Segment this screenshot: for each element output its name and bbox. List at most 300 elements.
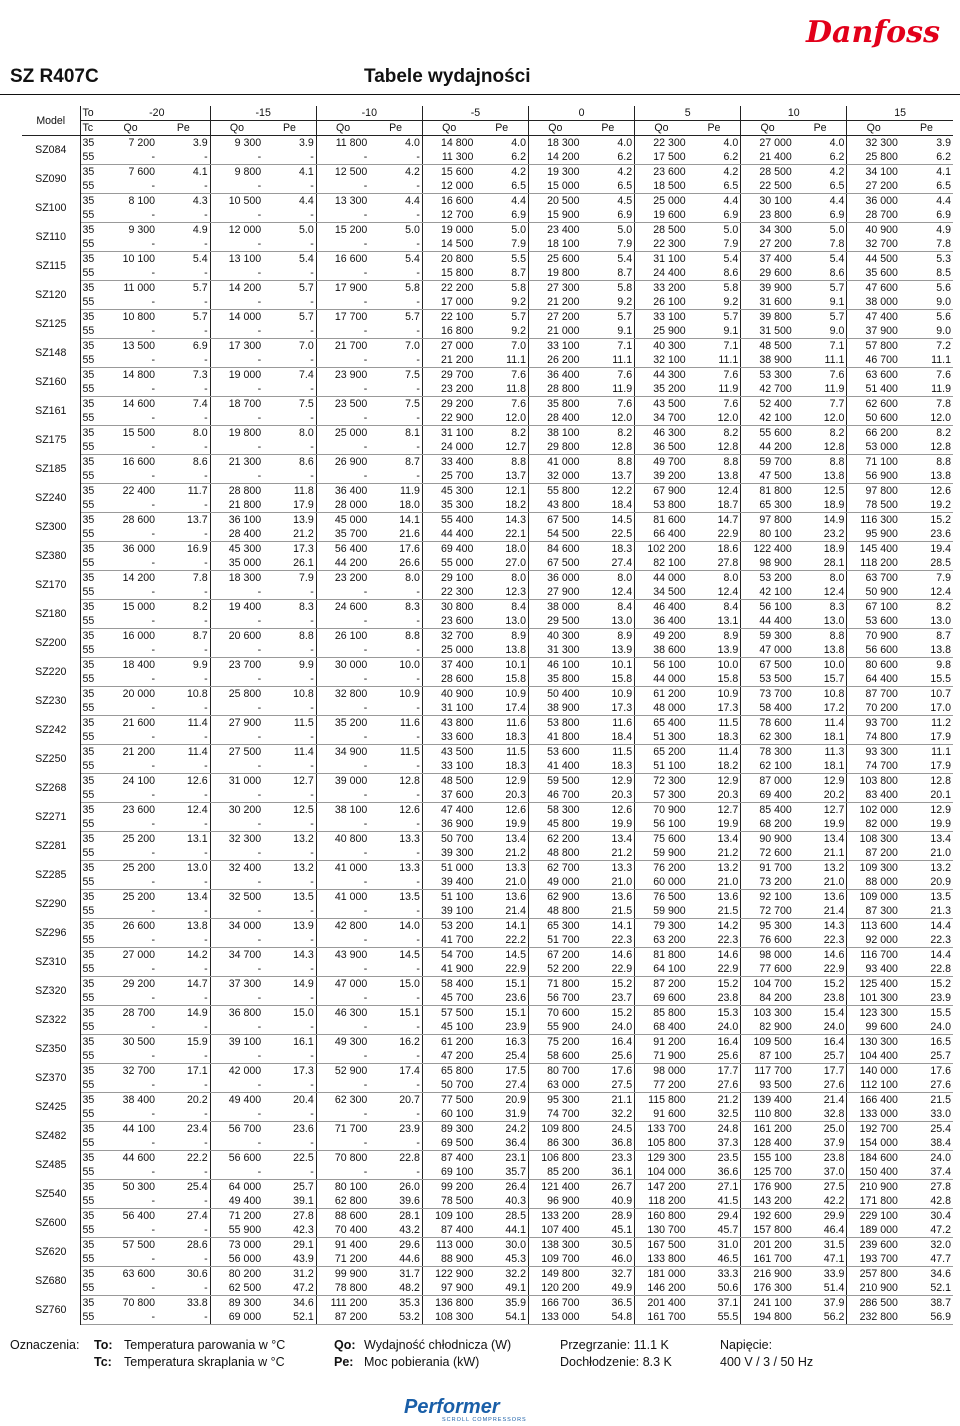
model-cell: SZ540 — [22, 1180, 80, 1209]
qo-cell: 87 300 — [847, 904, 900, 919]
qo-cell: 51 700 — [529, 933, 582, 948]
pe-cell: 23.6 — [900, 527, 953, 542]
pe-cell: 16.5 — [930, 1036, 951, 1048]
qo-cell: 92 000 — [847, 933, 900, 948]
pe-cell: - — [157, 1165, 210, 1180]
pe-cell: 21.0 — [582, 875, 635, 890]
model-cell: SZ271 — [22, 803, 80, 832]
pe-cell: 11.9 — [369, 484, 422, 499]
qo-cell: - — [210, 179, 263, 194]
qo-cell: - — [104, 585, 157, 600]
pe-cell: 7.5 — [369, 397, 422, 412]
qo-cell: 16 800 — [422, 324, 475, 339]
pe-cell: 11.5 — [688, 716, 741, 731]
model-cell: SZ200 — [22, 629, 80, 658]
qo-cell: 62 900 — [547, 891, 580, 903]
evap-temp-header: -15 — [210, 106, 316, 121]
pe-cell: 36.6 — [688, 1165, 741, 1180]
qo-cell: 103 800 — [859, 775, 898, 787]
qo-cell: 8 100 — [128, 195, 156, 207]
qo-cell: 56 700 — [228, 1123, 262, 1135]
pe-cell: 13.8 — [794, 469, 847, 484]
qo-cell: 58 600 — [529, 1049, 582, 1064]
qo-cell: 67 200 — [547, 949, 580, 961]
pe-cell: 36.1 — [582, 1165, 635, 1180]
pe-cell: 4.0 — [369, 136, 422, 151]
qo-cell: 39 200 — [635, 469, 688, 484]
pe-cell: 39.1 — [263, 1194, 316, 1209]
pe-cell: 8.1 — [369, 426, 422, 441]
table-row — [22, 832, 953, 847]
pe-cell: 12.8 — [930, 775, 951, 787]
pe-cell: 15.0 — [263, 1006, 316, 1021]
legend-qo-key: Qo: — [334, 1338, 356, 1352]
pe-cell: 8.2 — [936, 427, 951, 439]
pe-cell: - — [263, 904, 316, 919]
pe-cell: 13.5 — [369, 890, 422, 905]
qo-cell: 36 400 — [635, 614, 688, 629]
tc-cell: 35 — [82, 1239, 95, 1251]
pe-cell: 27.4 — [157, 1209, 210, 1224]
pe-cell: 20.3 — [582, 788, 635, 803]
qo-cell: - — [210, 672, 263, 687]
tc-cell: 55 — [80, 643, 104, 658]
pe-cell: 45.1 — [582, 1223, 635, 1238]
qo-cell: 48 800 — [529, 846, 582, 861]
pe-cell: 13.8 — [157, 919, 210, 934]
pe-cell: 11.9 — [794, 382, 847, 397]
pe-cell: 21.5 — [582, 904, 635, 919]
pe-cell: 8.7 — [369, 455, 422, 470]
pe-cell: 14.3 — [794, 919, 847, 934]
tc-cell: 35 — [82, 775, 95, 787]
table-row — [22, 1252, 953, 1267]
pe-cell: 6.5 — [794, 179, 847, 194]
pe-cell: 11.9 — [582, 382, 635, 397]
pe-cell: 10.9 — [475, 687, 528, 702]
qo-cell: 69 400 — [741, 788, 794, 803]
table-row — [22, 861, 953, 876]
qo-cell: 56 900 — [847, 469, 900, 484]
legend-tc-text: Temperatura skraplania w °C — [124, 1355, 285, 1369]
qo-cell: 55 600 — [759, 427, 792, 439]
pe-cell: 37.3 — [688, 1136, 741, 1151]
model-cell: SZ380 — [22, 542, 80, 571]
qo-cell: 47 000 — [334, 978, 368, 990]
pe-cell: 14.7 — [688, 513, 741, 528]
table-row — [22, 571, 953, 586]
pe-cell: - — [157, 1049, 210, 1064]
pe-cell: 15.0 — [369, 977, 422, 992]
pe-cell: 3.9 — [936, 137, 951, 149]
pe-cell: 13.0 — [900, 614, 953, 629]
qo-cell: 56 100 — [653, 659, 686, 671]
pe-cell: 24.0 — [930, 1152, 951, 1164]
qo-cell: 59 900 — [635, 846, 688, 861]
pe-cell: 13.8 — [688, 469, 741, 484]
table-row — [22, 1223, 953, 1238]
pe-cell: 15.7 — [794, 672, 847, 687]
qo-cell: 85 800 — [653, 1007, 686, 1019]
pe-cell: 5.0 — [688, 223, 741, 238]
pe-cell: 45.7 — [688, 1223, 741, 1238]
pe-cell: 5.3 — [936, 253, 951, 265]
pe-cell: 12.0 — [582, 411, 635, 426]
tc-cell: 55 — [80, 1194, 104, 1209]
qo-cell: - — [316, 237, 369, 252]
qo-cell: 32 500 — [228, 891, 262, 903]
pe-cell: - — [157, 150, 210, 165]
pe-cell: 12.5 — [263, 803, 316, 818]
pe-cell: 7.1 — [688, 339, 741, 354]
pe-cell: - — [157, 440, 210, 455]
qo-cell: 28 500 — [759, 166, 792, 178]
pe-cell: 23.8 — [794, 1151, 847, 1166]
pe-cell: 7.9 — [688, 237, 741, 252]
tc-cell: 55 — [80, 991, 104, 1006]
qo-cell: 68 400 — [635, 1020, 688, 1035]
pe-cell: 10.7 — [930, 688, 951, 700]
pe-cell: - — [157, 788, 210, 803]
pe-cell: 15.2 — [582, 977, 635, 992]
qo-cell: 58 400 — [741, 701, 794, 716]
pe-cell: 56.2 — [794, 1310, 847, 1325]
qo-cell: - — [104, 150, 157, 165]
pe-cell: 5.8 — [582, 281, 635, 296]
table-row — [22, 1281, 953, 1296]
qo-cell: 102 000 — [859, 804, 898, 816]
pe-cell: 21.5 — [688, 904, 741, 919]
qo-cell: 150 400 — [847, 1165, 900, 1180]
qo-cell: - — [210, 266, 263, 281]
pe-cell: 17.0 — [900, 701, 953, 716]
qo-cell: 85 400 — [759, 804, 792, 816]
qo-cell: 49 300 — [334, 1036, 368, 1048]
pe-cell: - — [263, 817, 316, 832]
qo-cell: 74 800 — [847, 730, 900, 745]
qo-cell: 27 000 — [759, 137, 792, 149]
pe-cell: 7.1 — [582, 339, 635, 354]
pe-cell: 20.2 — [794, 788, 847, 803]
pe-cell: 9.9 — [263, 658, 316, 673]
qo-cell: 42 100 — [741, 411, 794, 426]
pe-cell: 8.0 — [582, 571, 635, 586]
pe-cell: 10.9 — [688, 687, 741, 702]
qo-cell: 11 300 — [422, 150, 475, 165]
pe-cell: 11.5 — [369, 745, 422, 760]
pe-cell: 26.6 — [369, 556, 422, 571]
qo-cell: 30 800 — [441, 601, 474, 613]
qo-cell: 25 000 — [422, 643, 475, 658]
page-title: Tabele wydajności — [364, 66, 531, 87]
qo-cell: - — [316, 672, 369, 687]
pe-cell: 27.8 — [930, 1181, 951, 1193]
pe-cell: - — [369, 469, 422, 484]
pe-cell: 31.0 — [688, 1238, 741, 1253]
qo-cell: - — [104, 469, 157, 484]
qo-cell: - — [104, 1049, 157, 1064]
pe-cell: 55.5 — [688, 1310, 741, 1325]
pe-cell: 4.9 — [157, 223, 210, 238]
table-row — [22, 745, 953, 760]
qo-cell: 32 800 — [334, 688, 368, 700]
pe-cell: 13.4 — [794, 832, 847, 847]
model-cell: SZ090 — [22, 165, 80, 194]
qo-cell: 55 800 — [547, 485, 580, 497]
qo-cell: 25 200 — [122, 891, 156, 903]
qo-cell: 56 100 — [635, 817, 688, 832]
pe-cell: 8.4 — [688, 600, 741, 615]
evap-temp-header: 0 — [529, 106, 635, 121]
pe-cell: 37.0 — [794, 1165, 847, 1180]
qo-cell: 11 800 — [335, 137, 368, 149]
model-cell: SZ148 — [22, 339, 80, 368]
qo-cell: 52 400 — [759, 398, 792, 410]
pe-cell: 11.8 — [263, 484, 316, 499]
pe-cell: 14.3 — [263, 948, 316, 963]
pe-cell: 17.4 — [475, 701, 528, 716]
qo-cell: - — [316, 643, 369, 658]
qo-cell: 17 900 — [334, 282, 368, 294]
qo-cell: 9 300 — [128, 224, 156, 236]
pe-cell: 5.7 — [794, 310, 847, 325]
qo-cell: 38 100 — [547, 427, 580, 439]
pe-cell: 13.2 — [263, 832, 316, 847]
pe-cell: - — [157, 643, 210, 658]
model-cell: SZ115 — [22, 252, 80, 281]
tc-cell: 35 — [82, 1181, 95, 1193]
qo-cell: 87 400 — [441, 1152, 474, 1164]
pe-cell: 13.6 — [582, 890, 635, 905]
pe-cell: 23.6 — [475, 991, 528, 1006]
qo-cell: 176 900 — [753, 1181, 792, 1193]
tc-cell: 35 — [82, 282, 95, 294]
qo-cell: 32 100 — [635, 353, 688, 368]
qo-cell: 59 900 — [635, 904, 688, 919]
pe-cell: 17.6 — [369, 542, 422, 557]
qo-cell: 37 600 — [422, 788, 475, 803]
pe-header: Pe — [688, 121, 741, 136]
pe-cell: 8.0 — [475, 571, 528, 586]
qo-cell: - — [316, 382, 369, 397]
qo-cell: 85 200 — [529, 1165, 582, 1180]
tc-cell: 35 — [82, 1065, 95, 1077]
pe-cell: 9.8 — [936, 659, 951, 671]
pe-cell: - — [369, 846, 422, 861]
qo-cell: 95 300 — [759, 920, 792, 932]
qo-cell: 104 400 — [847, 1049, 900, 1064]
pe-cell: 12.0 — [475, 411, 528, 426]
pe-cell: - — [263, 324, 316, 339]
qo-cell: 77 500 — [441, 1094, 474, 1106]
qo-cell: 29 500 — [529, 614, 582, 629]
qo-cell: 108 300 — [859, 833, 898, 845]
qo-cell: - — [104, 295, 157, 310]
qo-cell: 105 800 — [635, 1136, 688, 1151]
pe-cell: - — [369, 411, 422, 426]
qo-cell: 44 000 — [635, 672, 688, 687]
qo-cell: 75 200 — [547, 1036, 580, 1048]
pe-cell: 10.9 — [582, 687, 635, 702]
pe-cell: 15.2 — [582, 1006, 635, 1021]
qo-cell: 43 800 — [441, 717, 474, 729]
tc-cell: 35 — [82, 659, 95, 671]
pe-cell: 13.0 — [794, 614, 847, 629]
qo-cell: 27 200 — [547, 311, 580, 323]
pe-cell: 22.2 — [157, 1151, 210, 1166]
qo-cell: 91 200 — [653, 1036, 686, 1048]
pe-cell: 6.9 — [794, 208, 847, 223]
pe-cell: 22.5 — [263, 1151, 316, 1166]
model-cell: SZ185 — [22, 455, 80, 484]
qo-cell: 35 800 — [547, 398, 580, 410]
pe-cell: - — [157, 614, 210, 629]
pe-cell: 12.7 — [475, 440, 528, 455]
qo-cell: 46 300 — [334, 1007, 368, 1019]
qo-cell: 20 000 — [122, 688, 156, 700]
qo-cell: - — [210, 643, 263, 658]
qo-cell: - — [316, 933, 369, 948]
qo-cell: 133 000 — [847, 1107, 900, 1122]
pe-cell: 5.7 — [475, 310, 528, 325]
pe-cell: 7.4 — [263, 368, 316, 383]
pe-cell: 7.0 — [263, 339, 316, 354]
pe-cell: 9.0 — [900, 295, 953, 310]
qo-cell: - — [316, 179, 369, 194]
qo-cell: 53 600 — [547, 746, 580, 758]
pe-cell: 17.3 — [688, 701, 741, 716]
tc-cell: 35 — [82, 485, 95, 497]
qo-cell: 47 600 — [865, 282, 898, 294]
pe-cell: 7.9 — [475, 237, 528, 252]
qo-cell: 48 500 — [759, 340, 792, 352]
pe-cell: 10.0 — [688, 658, 741, 673]
qo-cell: 161 700 — [635, 1310, 688, 1325]
pe-cell: 25.6 — [582, 1049, 635, 1064]
qo-cell: 18 400 — [122, 659, 156, 671]
pe-cell: - — [369, 672, 422, 687]
qo-cell: 55 900 — [210, 1223, 263, 1238]
qo-cell: 38 400 — [122, 1094, 156, 1106]
pe-cell: 8.3 — [369, 600, 422, 615]
qo-cell: - — [104, 1136, 157, 1151]
qo-cell: 87 400 — [422, 1223, 475, 1238]
tc-cell: 35 — [82, 456, 95, 468]
qo-cell: 39 800 — [759, 311, 792, 323]
qo-cell: 47 500 — [741, 469, 794, 484]
qo-cell: 181 000 — [647, 1268, 686, 1280]
pe-cell: 13.4 — [930, 833, 951, 845]
pe-cell: 11.1 — [582, 353, 635, 368]
qo-cell: - — [210, 440, 263, 455]
pe-cell: 30.4 — [930, 1210, 951, 1222]
qo-cell: 44 600 — [122, 1152, 156, 1164]
tc-cell: 55 — [80, 1107, 104, 1122]
qo-cell: 87 200 — [316, 1310, 369, 1325]
table-row — [22, 904, 953, 919]
qo-cell: 91 700 — [759, 862, 792, 874]
tc-cell: 35 — [82, 601, 95, 613]
qo-cell: 67 500 — [547, 514, 580, 526]
qo-cell: 79 300 — [653, 920, 686, 932]
pe-cell: 8.9 — [688, 629, 741, 644]
pe-cell: 12.4 — [582, 585, 635, 600]
tc-cell: 35 — [82, 717, 95, 729]
qo-cell: 83 400 — [847, 788, 900, 803]
qo-cell: 189 000 — [847, 1223, 900, 1238]
qo-cell: 40 900 — [441, 688, 474, 700]
qo-cell: 35 200 — [334, 717, 368, 729]
qo-cell: 73 700 — [759, 688, 792, 700]
pe-cell: 15.5 — [930, 1007, 951, 1019]
model-cell: SZ170 — [22, 571, 80, 600]
qo-cell: 43 500 — [653, 398, 686, 410]
table-row — [22, 1020, 953, 1035]
qo-cell: - — [316, 324, 369, 339]
pe-cell: 14.5 — [369, 948, 422, 963]
qo-cell: 91 400 — [334, 1239, 368, 1251]
pe-cell: 15.8 — [582, 672, 635, 687]
pe-cell: 29.6 — [369, 1238, 422, 1253]
qo-cell: 14 000 — [228, 311, 262, 323]
pe-cell: 23.9 — [475, 1020, 528, 1035]
pe-cell: 8.8 — [688, 455, 741, 470]
qo-cell: 201 400 — [647, 1297, 686, 1309]
qo-cell: 171 800 — [847, 1194, 900, 1209]
model-cell: SZ296 — [22, 919, 80, 948]
tc-cell: 35 — [82, 1007, 95, 1019]
tc-cell: 35 — [82, 398, 95, 410]
pe-cell: 13.6 — [475, 890, 528, 905]
qo-cell: 74 700 — [847, 759, 900, 774]
pe-cell: 7.6 — [582, 397, 635, 412]
pe-cell: 7.6 — [582, 368, 635, 383]
qo-cell: 38 100 — [334, 804, 368, 816]
qo-cell: - — [104, 991, 157, 1006]
tc-cell: 55 — [80, 933, 104, 948]
pe-cell: 12.8 — [582, 440, 635, 455]
pe-cell: 40.9 — [582, 1194, 635, 1209]
pe-cell: 12.7 — [688, 803, 741, 818]
table-row — [22, 1267, 953, 1282]
pe-cell: 11.5 — [582, 745, 635, 760]
qo-cell: 42 000 — [228, 1065, 262, 1077]
evap-temp-header: -10 — [316, 106, 422, 121]
qo-cell: 19 600 — [635, 208, 688, 223]
pe-cell: - — [263, 1020, 316, 1035]
pe-cell: - — [369, 237, 422, 252]
qo-cell: 41 000 — [334, 891, 368, 903]
tc-cell: 55 — [80, 498, 104, 513]
qo-cell: - — [210, 469, 263, 484]
pe-cell: 22.3 — [688, 933, 741, 948]
qo-cell: 36 000 — [865, 195, 898, 207]
qo-cell: 38 000 — [847, 295, 900, 310]
qo-cell: - — [210, 788, 263, 803]
qo-cell: 97 800 — [865, 485, 898, 497]
qo-cell: 71 700 — [334, 1123, 368, 1135]
tc-cell: 35 — [82, 195, 95, 207]
pe-cell: 13.7 — [582, 469, 635, 484]
table-row — [22, 411, 953, 426]
pe-cell: 5.0 — [369, 223, 422, 238]
pe-cell: 4.5 — [582, 194, 635, 209]
qo-header: Qo — [422, 121, 475, 136]
qo-cell: 28 600 — [122, 514, 156, 526]
qo-cell: - — [210, 933, 263, 948]
qo-cell: 27 900 — [228, 717, 262, 729]
pe-cell: 12.6 — [157, 774, 210, 789]
